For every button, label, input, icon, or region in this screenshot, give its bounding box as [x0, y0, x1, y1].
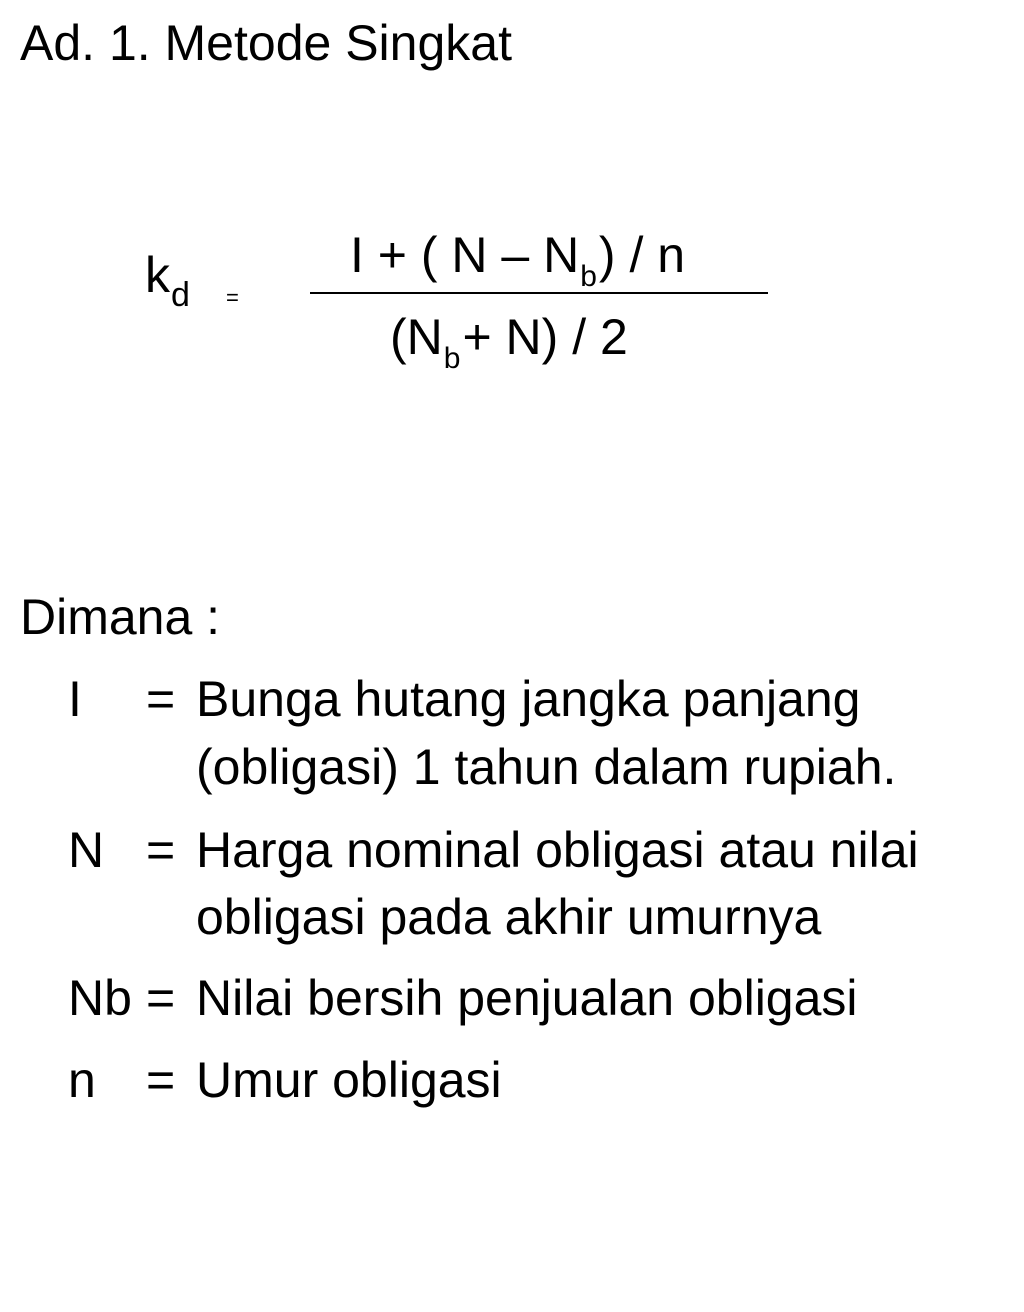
numerator-part-b: ) / n — [598, 227, 686, 283]
definition-equals: = — [146, 970, 176, 1026]
formula-lhs — [145, 247, 190, 314]
numerator-part-a: I + ( N – N — [350, 227, 580, 283]
definition-text: Bunga hutang jangka panjang — [196, 671, 861, 727]
page-title: Ad. 1. Metode Singkat — [20, 15, 512, 71]
formula-numerator — [350, 227, 686, 293]
definition-text: Harga nominal obligasi atau nilai — [196, 822, 919, 878]
definition-symbol: N — [68, 822, 105, 878]
definition-text-continued: (obligasi) 1 tahun dalam rupiah. — [196, 739, 897, 795]
definition-symbol: Nb — [68, 970, 132, 1026]
lhs-subscript: d — [171, 276, 190, 314]
definition-text: Nilai bersih penjualan obligasi — [196, 970, 858, 1026]
definition-equals: = — [146, 671, 176, 727]
denominator-subscript: b — [443, 342, 461, 375]
definition-symbol: I — [68, 671, 82, 727]
definition-text-continued: obligasi pada akhir umurnya — [196, 889, 822, 945]
numerator-subscript: b — [580, 260, 597, 293]
formula-equals: = — [226, 285, 239, 310]
denominator-part-a: (N — [390, 309, 443, 365]
fraction-bar — [310, 292, 768, 294]
definition-text: Umur obligasi — [196, 1052, 502, 1108]
lhs-variable: k — [145, 247, 170, 303]
definition-symbol: n — [68, 1052, 96, 1108]
definition-equals: = — [146, 1052, 176, 1108]
denominator-part-b: + N) / 2 — [462, 309, 628, 365]
formula-denominator — [390, 309, 628, 375]
definition-equals: = — [146, 822, 176, 878]
where-label: Dimana : — [20, 589, 221, 645]
